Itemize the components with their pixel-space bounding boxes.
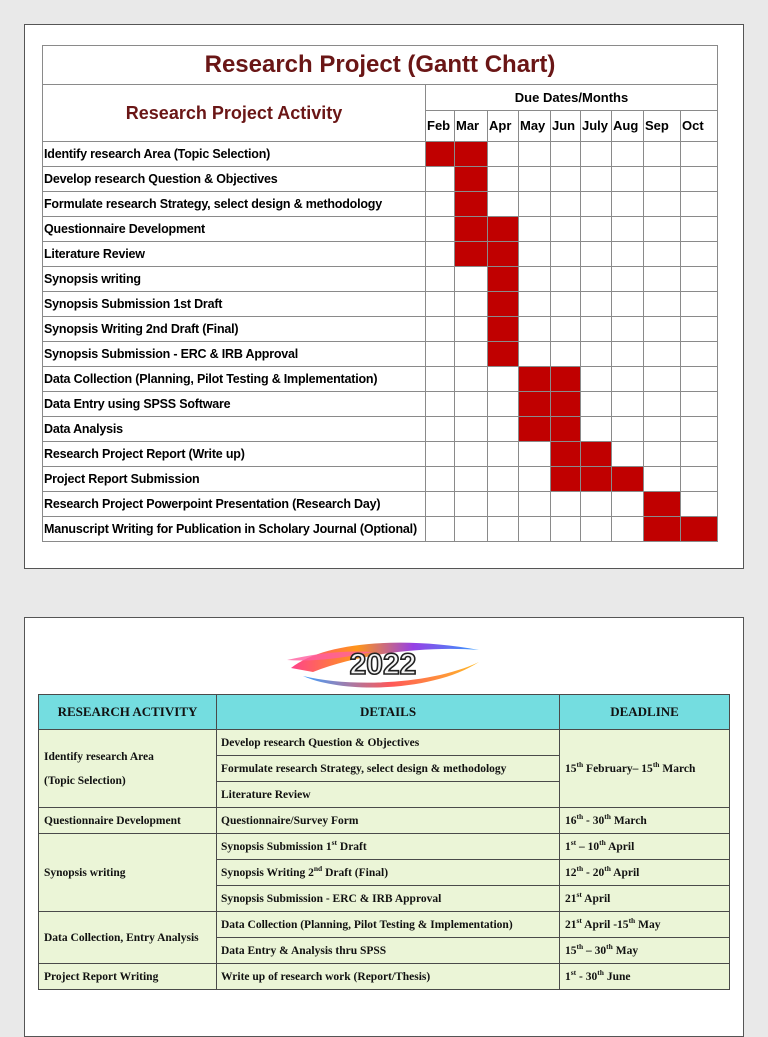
gantt-bar-cell [644,517,681,542]
gantt-row [43,392,718,417]
gantt-bar-cell [455,167,488,192]
gantt-slide [24,24,744,569]
gantt-row [43,417,718,442]
gantt-row [43,267,718,292]
gantt-empty-cell [426,442,455,467]
gantt-activity-label: Data Entry using SPSS Software [43,392,426,417]
gantt-empty-cell [551,142,581,167]
gantt-empty-cell [581,267,612,292]
research-activity-cell: Data Collection, Entry Analysis [39,912,217,964]
gantt-bar-cell [612,467,644,492]
gantt-title: Research Project (Gantt Chart) [43,46,718,85]
logo-text: 2022 [349,648,417,681]
deadline-row [39,912,730,938]
gantt-empty-cell [455,417,488,442]
gantt-empty-cell [519,317,551,342]
gantt-row [43,292,718,317]
gantt-activity-label: Identify research Area (Topic Selection) [43,142,426,167]
gantt-empty-cell [581,417,612,442]
gantt-activity-label: Research Project Report (Write up) [43,442,426,467]
deadline-row [39,730,730,756]
gantt-empty-cell [644,442,681,467]
header-details: DETAILS [217,695,560,730]
gantt-empty-cell [551,217,581,242]
gantt-activity-label: Data Collection (Planning, Pilot Testing & Implementation) [43,367,426,392]
gantt-empty-cell [519,342,551,367]
gantt-row [43,442,718,467]
deadline-cell: 21st April -15th May [560,912,730,938]
gantt-empty-cell [455,292,488,317]
deadline-table [38,694,730,990]
gantt-empty-cell [644,192,681,217]
gantt-empty-cell [519,467,551,492]
deadline-cell: 21st April [560,886,730,912]
deadline-cell: 15th – 30th May [560,938,730,964]
detail-cell: Develop research Question & Objectives [217,730,560,756]
deadline-cell: 1st - 30th June [560,964,730,990]
gantt-empty-cell [681,492,718,517]
deadline-cell: 12th - 20th April [560,860,730,886]
gantt-empty-cell [581,342,612,367]
gantt-empty-cell [488,367,519,392]
gantt-empty-cell [612,517,644,542]
gantt-empty-cell [488,467,519,492]
gantt-row [43,517,718,542]
gantt-bar-cell [488,217,519,242]
gantt-activity-label: Questionnaire Development [43,217,426,242]
gantt-empty-cell [681,217,718,242]
gantt-row [43,192,718,217]
gantt-empty-cell [455,442,488,467]
gantt-empty-cell [426,492,455,517]
gantt-row [43,367,718,392]
gantt-empty-cell [519,517,551,542]
gantt-empty-cell [681,442,718,467]
gantt-empty-cell [519,217,551,242]
gantt-empty-cell [426,267,455,292]
gantt-empty-cell [455,517,488,542]
research-activity-cell: Synopsis writing [39,834,217,912]
gantt-activity-label: Project Report Submission [43,467,426,492]
gantt-empty-cell [581,217,612,242]
gantt-empty-cell [551,167,581,192]
gantt-empty-cell [426,392,455,417]
gantt-empty-cell [455,467,488,492]
gantt-empty-cell [488,517,519,542]
gantt-bar-cell [519,392,551,417]
gantt-empty-cell [581,192,612,217]
gantt-empty-cell [581,242,612,267]
gantt-empty-cell [551,517,581,542]
gantt-empty-cell [551,492,581,517]
gantt-empty-cell [612,242,644,267]
gantt-empty-cell [681,167,718,192]
gantt-empty-cell [519,442,551,467]
detail-cell: Formulate research Strategy, select design & methodology [217,756,560,782]
gantt-empty-cell [681,392,718,417]
gantt-bar-cell [488,317,519,342]
gantt-empty-cell [426,242,455,267]
gantt-empty-cell [644,242,681,267]
gantt-empty-cell [612,342,644,367]
gantt-bar-cell [455,192,488,217]
detail-cell: Synopsis Submission 1st Draft [217,834,560,860]
gantt-empty-cell [612,492,644,517]
gantt-empty-cell [519,242,551,267]
gantt-empty-cell [551,267,581,292]
gantt-bar-cell [519,367,551,392]
gantt-empty-cell [519,142,551,167]
month-apr: Apr [488,110,519,141]
gantt-bar-cell [426,142,455,167]
deadline-slide [24,617,744,1037]
year-2022-logo [283,632,483,692]
gantt-empty-cell [644,292,681,317]
gantt-row [43,242,718,267]
gantt-empty-cell [519,167,551,192]
gantt-empty-cell [581,142,612,167]
gantt-bar-cell [551,442,581,467]
gantt-empty-cell [644,317,681,342]
gantt-activity-label: Develop research Question & Objectives [43,167,426,192]
gantt-empty-cell [612,442,644,467]
gantt-bar-cell [581,467,612,492]
detail-cell: Write up of research work (Report/Thesis) [217,964,560,990]
gantt-bar-cell [581,442,612,467]
deadline-cell: 1st – 10th April [560,834,730,860]
gantt-row [43,217,718,242]
gantt-empty-cell [519,192,551,217]
gantt-empty-cell [426,517,455,542]
gantt-empty-cell [612,367,644,392]
gantt-empty-cell [612,317,644,342]
gantt-activity-label: Synopsis Submission - ERC & IRB Approval [43,342,426,367]
gantt-empty-cell [488,442,519,467]
gantt-bar-cell [488,342,519,367]
month-may: May [519,110,551,141]
gantt-empty-cell [426,367,455,392]
gantt-bar-cell [519,417,551,442]
deadline-cell: 15th February– 15th March [560,730,730,808]
research-activity-cell: Identify research Area (Topic Selection) [39,730,217,808]
gantt-empty-cell [488,417,519,442]
month-mar: Mar [455,110,488,141]
gantt-empty-cell [681,317,718,342]
gantt-empty-cell [426,417,455,442]
gantt-empty-cell [519,492,551,517]
gantt-empty-cell [426,317,455,342]
gantt-empty-cell [681,192,718,217]
gantt-empty-cell [644,217,681,242]
gantt-empty-cell [612,292,644,317]
activity-header: Research Project Activity [43,85,426,142]
gantt-empty-cell [455,317,488,342]
gantt-empty-cell [551,317,581,342]
gantt-activity-label: Synopsis Submission 1st Draft [43,292,426,317]
gantt-empty-cell [426,292,455,317]
gantt-row [43,142,718,167]
gantt-empty-cell [612,267,644,292]
gantt-empty-cell [612,392,644,417]
gantt-empty-cell [519,292,551,317]
gantt-empty-cell [581,167,612,192]
gantt-bar-cell [551,467,581,492]
gantt-bar-cell [455,217,488,242]
gantt-bar-cell [551,417,581,442]
gantt-empty-cell [681,467,718,492]
gantt-activity-label: Manuscript Writing for Publication in Scholary Journal (Optional) [43,517,426,542]
gantt-empty-cell [426,342,455,367]
gantt-activity-label: Literature Review [43,242,426,267]
gantt-empty-cell [644,367,681,392]
gantt-empty-cell [644,267,681,292]
deadline-cell: 16th - 30th March [560,808,730,834]
gantt-empty-cell [681,292,718,317]
month-oct: Oct [681,110,718,141]
month-sep: Sep [644,110,681,141]
gantt-empty-cell [519,267,551,292]
gantt-empty-cell [581,392,612,417]
gantt-bar-cell [551,367,581,392]
gantt-empty-cell [551,292,581,317]
detail-cell: Data Collection (Planning, Pilot Testing & Implementation) [217,912,560,938]
gantt-bar-cell [488,292,519,317]
gantt-empty-cell [644,417,681,442]
gantt-empty-cell [612,192,644,217]
gantt-empty-cell [581,492,612,517]
gantt-empty-cell [612,167,644,192]
gantt-empty-cell [681,367,718,392]
gantt-empty-cell [581,367,612,392]
gantt-bar-cell [681,517,718,542]
gantt-activity-label: Synopsis Writing 2nd Draft (Final) [43,317,426,342]
gantt-empty-cell [581,292,612,317]
gantt-bar-cell [455,242,488,267]
due-dates-header: Due Dates/Months [426,85,718,111]
research-activity-cell: Project Report Writing [39,964,217,990]
deadline-row [39,834,730,860]
detail-cell: Literature Review [217,782,560,808]
gantt-empty-cell [426,467,455,492]
header-deadline: DEADLINE [560,695,730,730]
gantt-activity-label: Formulate research Strategy, select design & methodology [43,192,426,217]
gantt-empty-cell [681,342,718,367]
gantt-empty-cell [681,142,718,167]
gantt-empty-cell [488,492,519,517]
gantt-empty-cell [644,392,681,417]
gantt-empty-cell [426,192,455,217]
gantt-empty-cell [488,167,519,192]
deadline-row [39,808,730,834]
gantt-empty-cell [455,267,488,292]
detail-cell: Questionnaire/Survey Form [217,808,560,834]
month-feb: Feb [426,110,455,141]
gantt-empty-cell [581,517,612,542]
header-activity: RESEARCH ACTIVITY [39,695,217,730]
detail-cell: Data Entry & Analysis thru SPSS [217,938,560,964]
gantt-empty-cell [426,217,455,242]
gantt-row [43,342,718,367]
month-jun: Jun [551,110,581,141]
month-july: July [581,110,612,141]
gantt-empty-cell [488,192,519,217]
gantt-bar-cell [455,142,488,167]
gantt-row [43,317,718,342]
gantt-empty-cell [455,342,488,367]
gantt-activity-label: Research Project Powerpoint Presentation (Research Day) [43,492,426,517]
gantt-empty-cell [551,342,581,367]
deadline-row [39,964,730,990]
gantt-table [42,45,718,542]
gantt-empty-cell [551,192,581,217]
gantt-bar-cell [488,267,519,292]
gantt-empty-cell [455,392,488,417]
gantt-empty-cell [644,167,681,192]
gantt-empty-cell [681,242,718,267]
gantt-empty-cell [488,142,519,167]
gantt-empty-cell [488,392,519,417]
gantt-empty-cell [455,367,488,392]
detail-cell: Synopsis Writing 2nd Draft (Final) [217,860,560,886]
gantt-activity-label: Data Analysis [43,417,426,442]
gantt-row [43,467,718,492]
gantt-empty-cell [581,317,612,342]
gantt-empty-cell [455,492,488,517]
gantt-empty-cell [551,242,581,267]
gantt-empty-cell [681,267,718,292]
gantt-bar-cell [551,392,581,417]
gantt-empty-cell [426,167,455,192]
gantt-empty-cell [644,142,681,167]
gantt-empty-cell [681,417,718,442]
gantt-activity-label: Synopsis writing [43,267,426,292]
research-activity-cell: Questionnaire Development [39,808,217,834]
gantt-empty-cell [612,417,644,442]
gantt-row [43,167,718,192]
gantt-empty-cell [644,342,681,367]
month-aug: Aug [612,110,644,141]
gantt-empty-cell [612,142,644,167]
gantt-row [43,492,718,517]
detail-cell: Synopsis Submission - ERC & IRB Approval [217,886,560,912]
gantt-empty-cell [644,467,681,492]
gantt-bar-cell [644,492,681,517]
gantt-bar-cell [488,242,519,267]
gantt-empty-cell [612,217,644,242]
